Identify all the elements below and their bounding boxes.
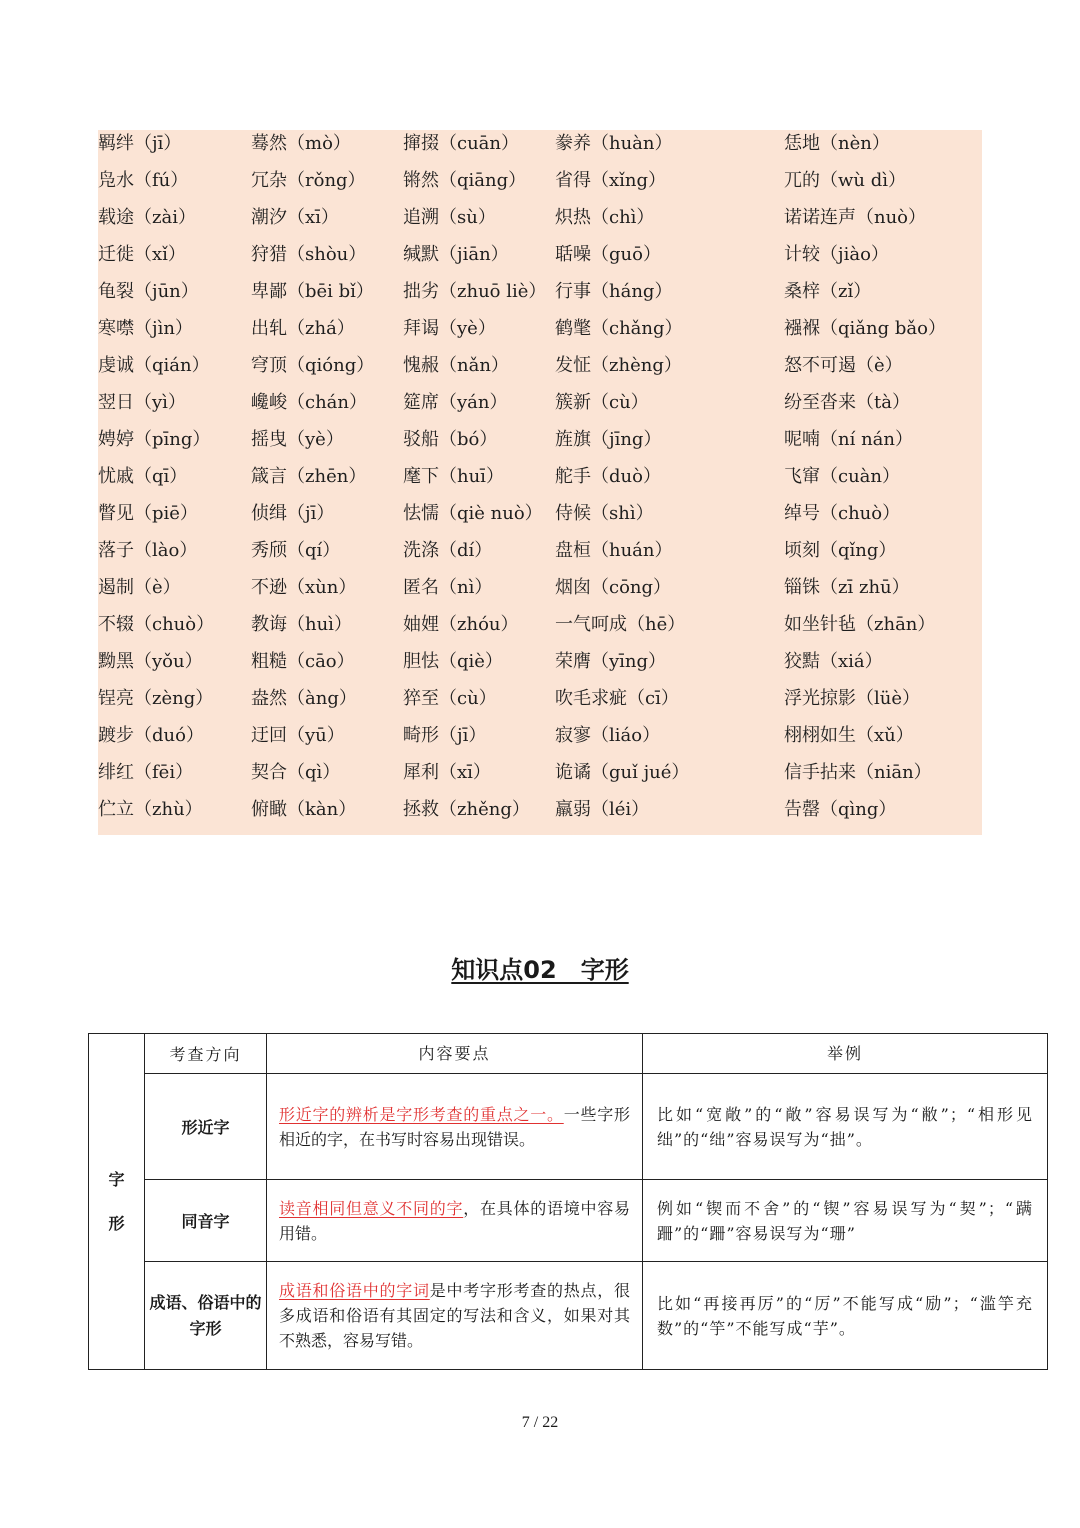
table-row xyxy=(89,1262,1048,1370)
vocab-item: 拯救（zhěng） xyxy=(403,799,530,820)
vocab-item: 襁褓（qiǎng bǎo） xyxy=(784,318,946,339)
vocab-item: 追溯（sù） xyxy=(403,207,496,228)
vocab-item: 炽热（chì） xyxy=(555,207,655,228)
vocab-item: 虔诚（qián） xyxy=(98,355,210,376)
page-number: 7 / 22 xyxy=(521,1414,559,1431)
section-heading xyxy=(0,950,1080,985)
vocab-item: 羁绊（jī） xyxy=(98,133,182,154)
vocab-item: 烟囱（cōng） xyxy=(555,577,672,598)
vocab-item: 荣膺（yīng） xyxy=(555,651,667,672)
vocab-row xyxy=(98,426,982,463)
vocab-item: 卑鄙（bēi bǐ） xyxy=(251,281,374,302)
vocab-row xyxy=(98,278,982,315)
vocab-row xyxy=(98,352,982,389)
vocab-item: 寒噤（jìn） xyxy=(98,318,193,339)
vocab-item: 缄默（jiān） xyxy=(403,244,509,265)
vocab-item: 猝至（cù） xyxy=(403,688,497,709)
vocab-item: 锱铢（zī zhū） xyxy=(784,577,910,598)
vocab-item: 呢喃（ní nán） xyxy=(784,429,913,450)
vocab-item: 不逊（xùn） xyxy=(251,577,357,598)
vocab-item: 畸形（jī） xyxy=(403,725,487,746)
section-heading-text: 知识点02 字形 xyxy=(451,956,629,984)
vocab-item: 吹毛求疵（cī） xyxy=(555,688,679,709)
vocab-item: 匿名（nì） xyxy=(403,577,493,598)
vocab-row xyxy=(98,463,982,500)
vocab-item: 狡黠（xiá） xyxy=(784,651,883,672)
table-row xyxy=(89,1074,1048,1180)
vocab-item: 绯红（fēi） xyxy=(98,762,194,783)
vocab-item: 踱步（duó） xyxy=(98,725,204,746)
row-content xyxy=(267,1262,643,1370)
vocab-item: 不辍（chuò） xyxy=(98,614,215,635)
vocab-item: 箴言（zhēn） xyxy=(251,466,367,487)
vocab-item: 聒噪（guō） xyxy=(555,244,661,265)
row-direction: 形近字 xyxy=(145,1074,267,1180)
vocab-row xyxy=(98,574,982,611)
side-label-cell xyxy=(89,1034,145,1370)
vocab-item: 洗涤（dí） xyxy=(403,540,493,561)
vocab-item: 出轧（zhá） xyxy=(251,318,355,339)
vocab-item: 翌日（yì） xyxy=(98,392,186,413)
vocab-item: 愧赧（nǎn） xyxy=(403,355,509,376)
vocab-item: 告罄（qìng） xyxy=(784,799,897,820)
vocab-item: 纷至沓来（tà） xyxy=(784,392,910,413)
vocab-item: 如坐针毡（zhān） xyxy=(784,614,936,635)
vocab-item: 拙劣（zhuō liè） xyxy=(403,281,547,302)
vocab-row xyxy=(98,389,982,426)
vocab-row xyxy=(98,130,982,167)
vocab-item: 锃亮（zèng） xyxy=(98,688,214,709)
header-example: 举例 xyxy=(643,1034,1048,1074)
vocab-item: 胆怯（qiè） xyxy=(403,651,503,672)
vocab-item: 凫水（fú） xyxy=(98,170,189,191)
header-direction: 考查方向 xyxy=(145,1034,267,1074)
vocab-item: 锵然（qiāng） xyxy=(403,170,527,191)
vocab-item: 秀颀（qí） xyxy=(251,540,341,561)
vocab-row xyxy=(98,611,982,648)
vocab-item: 豢养（huàn） xyxy=(555,133,673,154)
vocab-item: 筵席（yán） xyxy=(403,392,508,413)
vocab-item: 撺掇（cuān） xyxy=(403,133,519,154)
row-content-rest: 是中考字形考查的热点，很多成语和俗语有其固定的写法和含义，如果对其不熟悉，容易写错。 xyxy=(279,1281,630,1350)
row-content xyxy=(267,1180,643,1262)
vocab-item: 麾下（huī） xyxy=(403,466,504,487)
vocab-item: 鹤氅（chǎng） xyxy=(555,318,683,339)
vocab-row xyxy=(98,685,982,722)
vocab-item: 拜谒（yè） xyxy=(403,318,496,339)
row-content-key: 成语和俗语中的字词 xyxy=(279,1281,430,1300)
vocab-item: 发怔（zhèng） xyxy=(555,355,682,376)
vocab-row xyxy=(98,537,982,574)
vocabulary-block xyxy=(98,130,982,835)
vocab-item: 诺诺连声（nuò） xyxy=(784,207,927,228)
row-content-rest: 一些字形相近的字，在书写时容易出现错误。 xyxy=(279,1104,630,1149)
vocab-item: 浮光掠影（lüè） xyxy=(784,688,921,709)
vocab-item: 侍候（shì） xyxy=(555,503,654,524)
vocab-item: 羸弱（léi） xyxy=(555,799,650,820)
vocab-item: 娉婷（pīng） xyxy=(98,429,211,450)
vocab-item: 教诲（huì） xyxy=(251,614,352,635)
row-example: 例如“锲而不舍”的“锲”容易误写为“契”；“蹒跚”的“跚”容易误写为“珊” xyxy=(643,1180,1048,1262)
vocab-row xyxy=(98,648,982,685)
vocab-item: 蓦然（mò） xyxy=(251,133,351,154)
vocab-item: 簇新（cù） xyxy=(555,392,649,413)
vocab-item: 犀利（xī） xyxy=(403,762,491,783)
vocab-row xyxy=(98,796,982,833)
vocab-item: 信手拈来（niān） xyxy=(784,762,932,783)
vocab-item: 落子（lào） xyxy=(98,540,198,561)
vocab-row xyxy=(98,759,982,796)
vocab-item: 载途（zài） xyxy=(98,207,196,228)
vocab-item: 粗糙（cāo） xyxy=(251,651,355,672)
vocab-item: 瞥见（piē） xyxy=(98,503,198,524)
row-content-rest: ，在具体的语境中容易用错。 xyxy=(279,1198,630,1243)
vocab-item: 黝黑（yǒu） xyxy=(98,651,203,672)
vocab-item: 栩栩如生（xǔ） xyxy=(784,725,914,746)
vocab-item: 龟裂（jūn） xyxy=(98,281,199,302)
vocab-item: 怒不可遏（è） xyxy=(784,355,903,376)
side-label-char: 字 xyxy=(108,1169,125,1189)
vocab-item: 妯娌（zhóu） xyxy=(403,614,519,635)
vocab-item: 契合（qì） xyxy=(251,762,341,783)
vocab-item: 穹顶（qióng） xyxy=(251,355,375,376)
side-label-char: 形 xyxy=(108,1213,125,1233)
vocab-item: 摇曳（yè） xyxy=(251,429,344,450)
vocab-item: 潮汐（xī） xyxy=(251,207,339,228)
vocab-row xyxy=(98,167,982,204)
vocab-item: 伫立（zhù） xyxy=(98,799,203,820)
vocab-row xyxy=(98,315,982,352)
vocab-row xyxy=(98,241,982,278)
row-direction: 同音字 xyxy=(145,1180,267,1262)
row-direction: 成语、俗语中的字形 xyxy=(145,1262,267,1370)
vocab-item: 盘桓（huán） xyxy=(555,540,673,561)
row-content-key: 形近字的辨析是字形考查的重点之一。 xyxy=(279,1104,564,1124)
vocab-item: 兀的（wù dì） xyxy=(784,170,907,191)
vocab-item: 盎然（àng） xyxy=(251,688,357,709)
vocab-item: 计较（jiào） xyxy=(784,244,889,265)
vocab-item: 省得（xǐng） xyxy=(555,170,667,191)
vocab-item: 忧戚（qī） xyxy=(98,466,188,487)
header-content: 内容要点 xyxy=(267,1034,643,1074)
row-example: 比如“宽敞”的“敞”容易误写为“敝”；“相形见绌”的“绌”容易误写为“拙”。 xyxy=(643,1074,1048,1180)
table-header-row xyxy=(89,1034,1048,1074)
row-content xyxy=(267,1074,643,1180)
vocab-item: 迁徙（xǐ） xyxy=(98,244,186,265)
vocab-item: 飞窜（cuàn） xyxy=(784,466,900,487)
vocab-item: 巉峻（chán） xyxy=(251,392,367,413)
vocab-item: 舵手（duò） xyxy=(555,466,661,487)
vocab-item: 绰号（chuò） xyxy=(784,503,901,524)
vocab-item: 驳船（bó） xyxy=(403,429,498,450)
vocab-item: 旌旗（jīng） xyxy=(555,429,662,450)
vocab-row xyxy=(98,722,982,759)
vocab-item: 行事（háng） xyxy=(555,281,673,302)
row-example: 比如“再接再厉”的“厉”不能写成“励”；“滥竽充数”的“竽”不能写成“芋”。 xyxy=(643,1262,1048,1370)
vocab-item: 侦缉（jī） xyxy=(251,503,335,524)
vocab-item: 俯瞰（kàn） xyxy=(251,799,357,820)
vocab-item: 诡谲（guǐ jué） xyxy=(555,762,690,783)
vocab-item: 迂回（yū） xyxy=(251,725,345,746)
glyph-table xyxy=(88,1033,1048,1370)
table-row xyxy=(89,1180,1048,1262)
vocab-row xyxy=(98,500,982,537)
vocab-item: 寂寥（liáo） xyxy=(555,725,661,746)
vocab-item: 遏制（è） xyxy=(98,577,181,598)
vocab-item: 顷刻（qǐng） xyxy=(784,540,897,561)
vocab-item: 恁地（nèn） xyxy=(784,133,890,154)
vocab-item: 冗杂（rǒng） xyxy=(251,170,366,191)
vocab-row xyxy=(98,204,982,241)
vocab-item: 一气呵成（hē） xyxy=(555,614,686,635)
vocab-item: 怯懦（qiè nuò） xyxy=(403,503,543,524)
vocab-item: 桑梓（zǐ） xyxy=(784,281,872,302)
row-content-key: 读音相同但意义不同的字 xyxy=(279,1198,464,1218)
vocab-item: 狩猎（shòu） xyxy=(251,244,367,265)
